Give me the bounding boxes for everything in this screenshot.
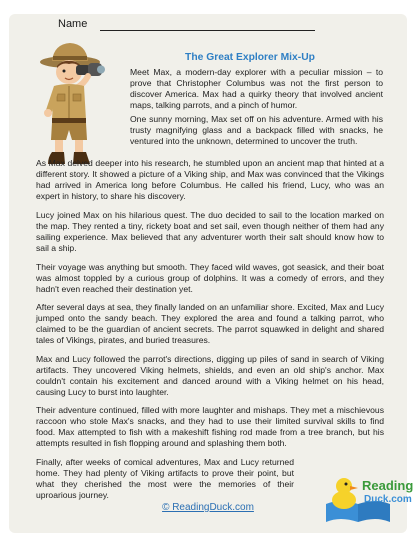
explorer-illustration bbox=[32, 40, 128, 172]
story-paragraph: Their voyage was anything but smooth. They faced wild waves, got seasick, and their boat was almost toppled by a curious group of dolphins. It was a comedy of errors, and they hadn't even reached their destination yet. bbox=[36, 262, 384, 294]
name-label: Name bbox=[58, 18, 88, 30]
story-title: The Great Explorer Mix-Up bbox=[185, 52, 315, 63]
story-paragraph: Max and Lucy followed the parrot's directions, digging up piles of sand in search of Viking artifacts. They uncovered Viking helmets, shields, and even an old ship's anchor. Max couldn't contain his excitement and danced around with a Viking helmet on his head, causing Lucy to burst into laughter. bbox=[36, 354, 384, 397]
logo-wordmark-line2: Duck.com bbox=[364, 494, 412, 505]
story-paragraph: Finally, after weeks of comical adventures, Max and Lucy returned home. They had plenty of Viking artifacts to prove their point, but what they cherished the most were the memories of their uproarious journey. bbox=[36, 457, 294, 500]
name-write-line bbox=[100, 30, 315, 31]
story-paragraph: Lucy joined Max on his hilarious quest. The duo decided to sail to the location marked on the map. They rented a tiny, rickety boat and set sail, even though neither of them had any sailing experience. Max believed that any adventurer worth their salt should know how to sail a ship. bbox=[36, 210, 384, 253]
footer-link[interactable]: © ReadingDuck.com bbox=[162, 502, 254, 513]
story-paragraph: As Max delved deeper into his research, he stumbled upon an ancient map that hinted at a different story. It showed a picture of a Viking ship, and Max was convinced that the Vikings had arrived in America long before Columbus. He called his friend, Lucy, who was an expert in history, to share his discovery. bbox=[36, 158, 384, 201]
reading-duck-logo bbox=[318, 470, 414, 532]
story-paragraph: Their adventure continued, filled with more laughter and mishaps. They met a mischievous raccoon who stole Max's snacks, and they had to use their limited survival skills to find food. Max attempted to fish with a makeshift fishing rod made from a tree branch, but his attempts resulted in fish flopping around and splashing them both. bbox=[36, 405, 384, 448]
story-paragraph: After several days at sea, they finally landed on an unfamiliar shore. Excited, Max and Lucy jumped onto the sandy beach. They explored the area and found a talking parrot, who claimed to be the guardian of ancient secrets. The parrot squawked in delight and shared tales of Vikings, pirates, and buried treasures. bbox=[36, 302, 384, 345]
logo-wordmark-line1: Reading bbox=[362, 478, 414, 493]
story-paragraph: Meet Max, a modern-day explorer with a peculiar mission – to prove that Christopher Columbus was not the first person to discover America. Max had a quirky theory that involved ancient maps, talking parrots, and a pinch of humor. bbox=[130, 67, 383, 110]
story-paragraph: One sunny morning, Max set off on his adventure. Armed with his trusty magnifying glass and a backpack filled with snacks, he ventured into the unknown, determined to uncover the truth. bbox=[130, 114, 383, 146]
